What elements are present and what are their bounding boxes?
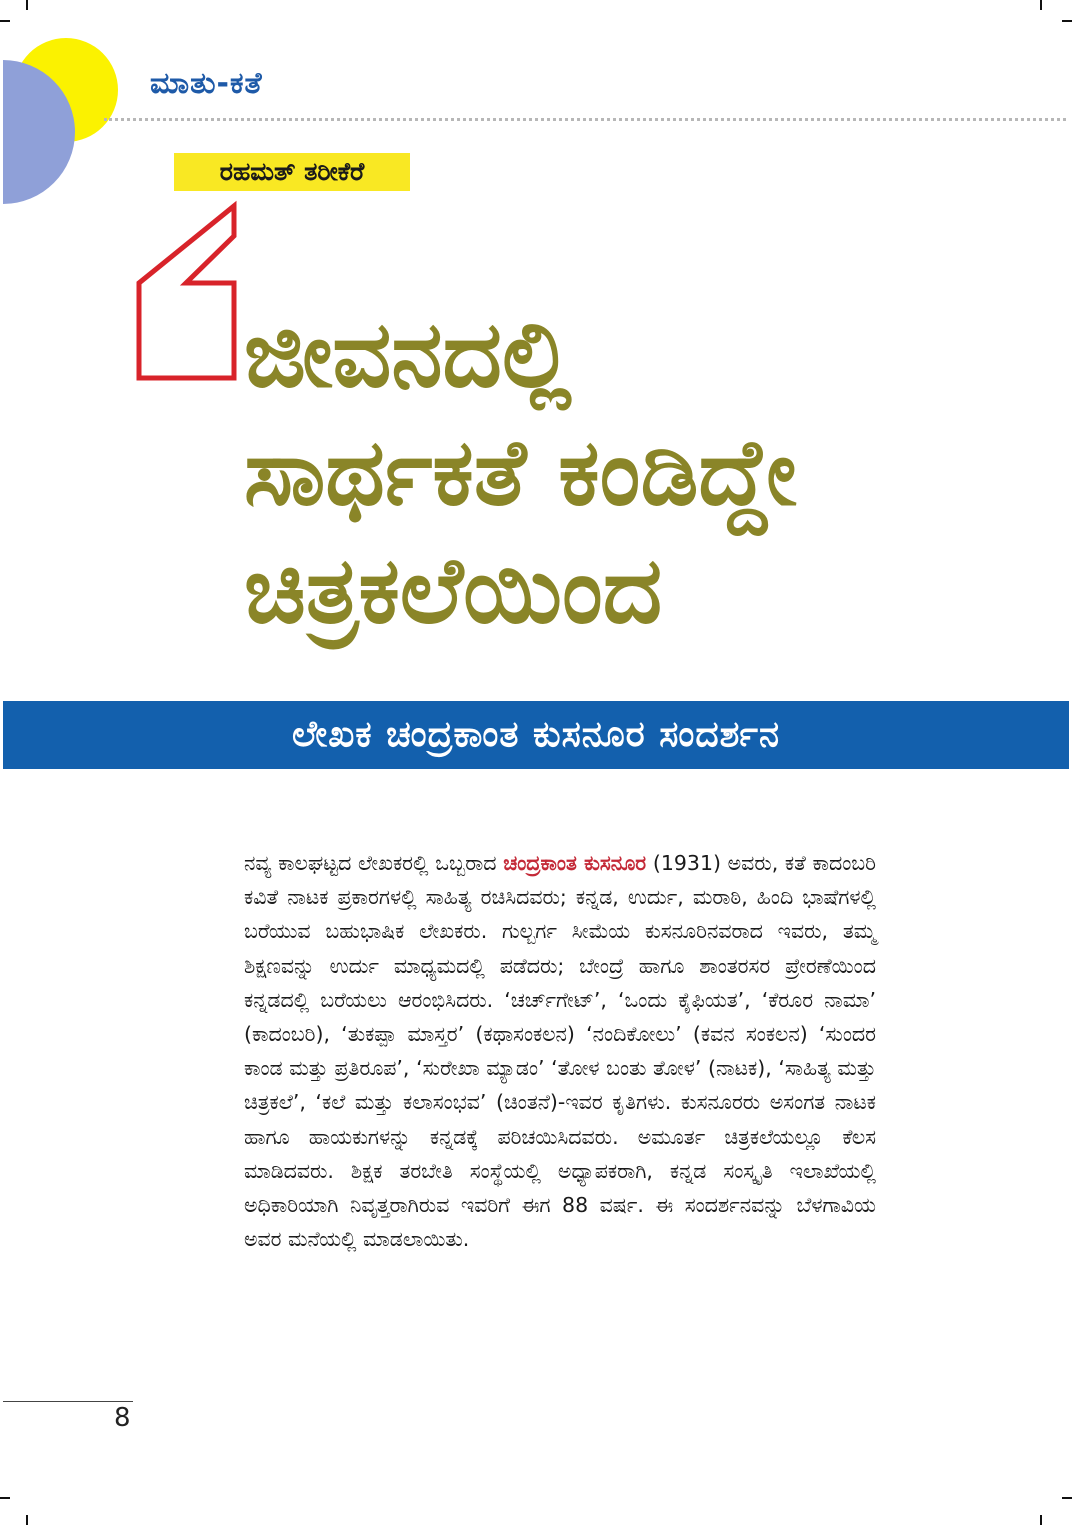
crop-mark <box>1062 20 1072 22</box>
section-label: ಮಾತು-ಕತೆ <box>150 66 263 101</box>
intro-text-after: (1931) ಅವರು, ಕತೆ ಕಾದಂಬರಿ ಕವಿತೆ ನಾಟಕ ಪ್ರಕಾರಗಳಲ್ಲಿ ಸಾಹಿತ್ಯ ರಚಿಸಿದವರು; ಕನ್ನಡ, ಉರ್ದು, ಮರಾಠಿ, ಹಿಂದಿ ಭಾಷೆಗಳಲ್ಲಿ ಬರೆಯುವ ಬಹುಭಾಷಿಕ ಲೇಖಕರು. ಗುಲ್ಬರ್ಗ ಸೀಮೆಯ ಕುಸನೂರಿನವರಾದ ಇವರು, ತಮ್ಮ ಶಿಕ್ಷಣವನ್ನು ಉರ್ದು ಮಾಧ್ಯಮದಲ್ಲಿ ಪಡೆದರು; ಬೇಂದ್ರೆ ಹಾಗೂ ಶಾಂತರಸರ ಪ್ರೇರಣೆಯಿಂದ ಕನ್ನಡದಲ್ಲಿ ಬರೆಯಲು ಆರಂಭಿಸಿದರು. ‘ಚರ್ಚ್‌ಗೇಟ್’, ‘ಒಂದು ಕೈಫಿಯತ’, ‘ಕೆರೂರ ನಾಮಾ’ (ಕಾದಂಬರಿ), ‘ತುಕಪ್ಪಾ ಮಾಸ್ತರ’ (ಕಥಾಸಂಕಲನ) ‘ನಂದಿಕೋಲು’ (ಕವನ ಸಂಕಲನ) ‘ಸುಂದರ ಕಾಂಡ ಮತ್ತು ಪ್ರತಿರೂಪ’, ‘ಸುರೇಖಾ ಮ್ಯಾಡಂ’ ‘ತೋಳ ಬಂತು ತೋಳ’ (ನಾಟಕ), ‘ಸಾಹಿತ್ಯ ಮತ್ತು ಚಿತ್ರಕಲೆ’, ‘ಕಲೆ ಮತ್ತು ಕಲಾಸಂಭವ’ (ಚಿಂತನೆ)-ಇವರ ಕೃತಿಗಳು. ಕುಸನೂರರು ಅಸಂಗತ ನಾಟಕ ಹಾಗೂ ಹಾಯಕುಗಳನ್ನು ಕನ್ನಡಕ್ಕೆ ಪರಿಚಯಿಸಿದವರು. ಅಮೂರ್ತ ಚಿತ್ರಕಲೆಯಲ್ಲೂ ಕೆಲಸ ಮಾಡಿದವರು. ಶಿಕ್ಷಕ ತರಬೇತಿ ಸಂಸ್ಥೆಯಲ್ಲಿ ಅಧ್ಯಾಪಕರಾಗಿ, ಕನ್ನಡ ಸಂಸ್ಕೃತಿ ಇಲಾಖೆಯಲ್ಲಿ ಅಧಿಕಾರಿಯಾಗಿ ನಿವೃತ್ತರಾಗಿರುವ ಇವರಿಗೆ ಈಗ 88 ವರ್ಷ. ಈ ಸಂದರ್ಶನವನ್ನು ಬೆಳಗಾವಿಯ ಅವರ ಮನೆಯಲ್ಲಿ ಮಾಡಲಾಯಿತು. <box>244 851 876 1252</box>
headline-line: ಸಾರ್ಥಕತೆ ಕಂಡಿದ್ದೇ <box>244 419 797 526</box>
page-number: 8 <box>114 1403 131 1433</box>
folio-rule <box>3 1401 133 1402</box>
crop-mark <box>1062 1497 1072 1499</box>
author-byline: ರಹಮತ್ ತರೀಕೆರೆ <box>174 153 410 191</box>
crop-mark <box>0 1497 10 1499</box>
decorative-circles <box>0 0 130 220</box>
headline-line: ಚಿತ್ರಕಲೆಯಿಂದ <box>244 537 663 644</box>
opening-quote-icon <box>134 198 244 386</box>
crop-mark <box>1040 1515 1042 1525</box>
dotted-divider <box>104 118 1066 121</box>
intro-paragraph <box>244 846 876 1256</box>
subtitle-text: ಲೇಖಕ ಚಂದ್ರಕಾಂತ ಕುಸನೂರ ಸಂದರ್ಶನ <box>292 714 780 755</box>
crop-mark <box>26 1515 28 1525</box>
crop-mark <box>1040 0 1042 10</box>
headline <box>244 296 796 650</box>
headline-line: ಜೀವನದಲ್ಲಿ <box>244 301 572 408</box>
interviewee-name: ಚಂದ್ರಕಾಂತ ಕುಸನೂರ <box>503 851 647 875</box>
intro-text-before: ನವ್ಯ ಕಾಲಘಟ್ಟದ ಲೇಖಕರಲ್ಲಿ ಒಬ್ಬರಾದ <box>244 851 504 875</box>
subtitle-band <box>3 701 1069 769</box>
